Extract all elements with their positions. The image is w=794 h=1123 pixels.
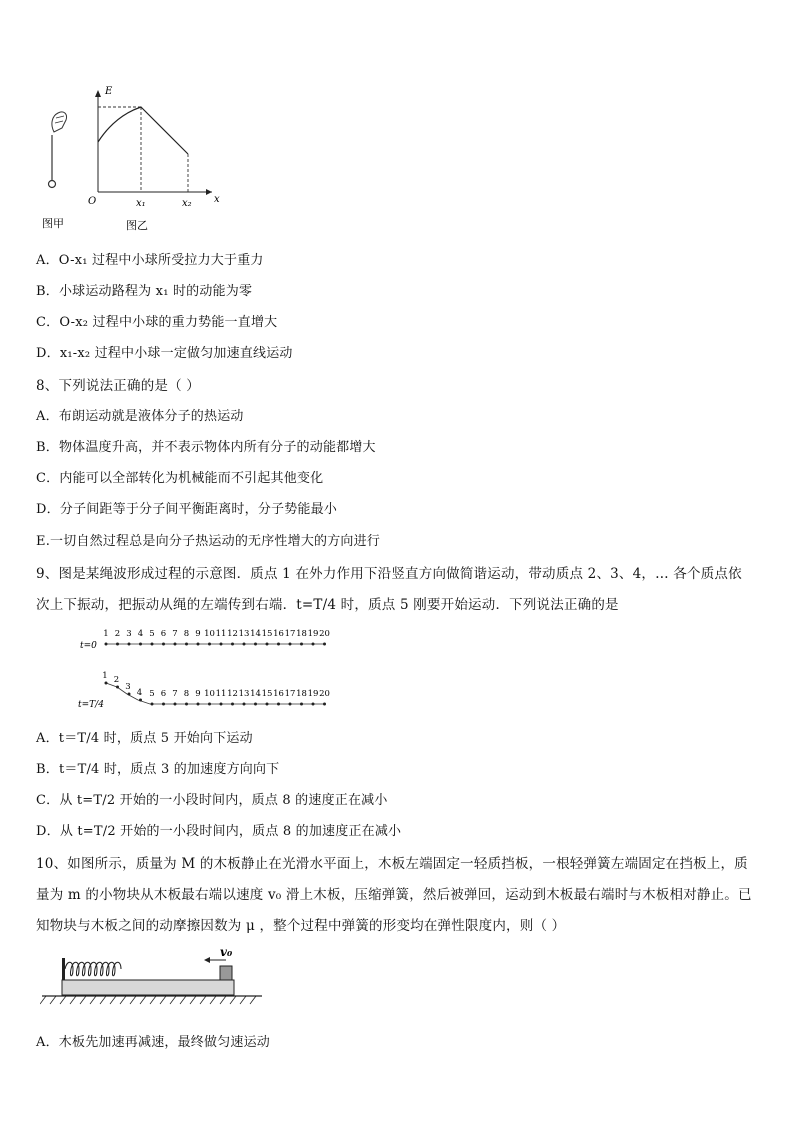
row2-point: [208, 703, 211, 706]
row1-point-number: 14: [250, 629, 261, 639]
row1-point-number: 19: [307, 629, 319, 639]
q9-option-c: C．从 t=T/2 开始的一小段时间内，质点 8 的速度正在减小: [36, 793, 388, 808]
q8-option-d: D．分子间距等于分子间平衡距离时，分子势能最小: [36, 502, 338, 517]
row1-point-number: 15: [261, 629, 273, 639]
row1-point-number: 6: [160, 629, 167, 639]
row1-point: [312, 643, 315, 646]
row2-point: [185, 703, 188, 706]
row1-point: [116, 643, 119, 646]
q9-option-b: B．t＝T/4 时，质点 3 的加速度方向向下: [36, 762, 280, 777]
row1-point-number: 16: [273, 629, 284, 639]
row2-point: [266, 703, 269, 706]
row1-point-number: 2: [114, 629, 121, 639]
row2-point-number: 14: [250, 689, 261, 699]
label-jia: 图甲: [42, 217, 64, 230]
row2-point-number: 8: [183, 689, 190, 699]
row2-point: [312, 703, 315, 706]
row1-point: [266, 643, 269, 646]
row2-point: [174, 703, 177, 706]
row1-point: [185, 643, 188, 646]
row1-point: [277, 643, 280, 646]
row1-point-number: 11: [215, 629, 227, 639]
block: [220, 966, 232, 980]
row1-label: t=0: [80, 641, 97, 651]
row2-point: [162, 703, 165, 706]
q10-stem-line2: 量为 m 的小物块从木板最右端以速度 v₀ 滑上木板，压缩弹簧，然后被弹回，运动到木板最右端时与木板相对静止。已: [36, 887, 752, 903]
row2-point-number: 10: [204, 689, 215, 699]
pendulum-figure: [49, 112, 67, 188]
row2-point-number: 11: [215, 689, 227, 699]
row1-point: [220, 643, 223, 646]
row1-point: [231, 643, 234, 646]
row2-point-number: 19: [307, 689, 319, 699]
q9-option-a: A．t＝T/4 时，质点 5 开始向下运动: [36, 731, 253, 746]
row2-point: [139, 699, 142, 702]
row1-point-number: 17: [284, 629, 296, 639]
row2-point-number: 15: [261, 689, 273, 699]
velocity-label: v₀: [220, 945, 233, 959]
row2-point: [151, 703, 154, 706]
row2-point: [231, 703, 234, 706]
row1-point: [105, 643, 108, 646]
row2-point: [197, 703, 200, 706]
row1-point-number: 10: [204, 629, 215, 639]
row2-point: [300, 703, 303, 706]
axis-e-label: E: [105, 86, 113, 97]
q10-option-a: A．木板先加速再减速，最终做匀速运动: [36, 1035, 270, 1050]
q9-option-d: D．从 t=T/2 开始的一小段时间内，质点 8 的加速度正在减小: [36, 824, 402, 839]
row2-point: [323, 703, 326, 706]
row1-point: [289, 643, 292, 646]
q8-option-a: A．布朗运动就是液体分子的热运动: [36, 409, 244, 424]
row2-point-number: 7: [172, 689, 178, 699]
row1-point: [151, 643, 154, 646]
row2-point: [277, 703, 280, 706]
row1-point-number: 8: [183, 629, 190, 639]
tick-x1: x₁: [136, 198, 146, 209]
row2-point-number: 16: [273, 689, 284, 699]
row2-point: [116, 686, 119, 689]
row2-point: [243, 703, 246, 706]
baffle: [62, 958, 65, 980]
row2-point: [289, 703, 292, 706]
row2-point-number: 2: [113, 675, 120, 685]
row1-point: [254, 643, 257, 646]
figure-9-rope-wave: [78, 622, 338, 714]
row1-point: [128, 643, 131, 646]
row1-point: [197, 643, 200, 646]
figure-7: [36, 80, 236, 235]
q10-stem-line3: 知物块与木板之间的动摩擦因数为 μ ，整个过程中弹簧的形变均在弹性限度内，则（ ）: [36, 918, 566, 934]
row1-point-number: 5: [149, 629, 155, 639]
axis-x-label: x: [214, 194, 220, 205]
row2-point-number: 20: [319, 689, 330, 699]
origin-label: O: [88, 196, 97, 207]
row1-point-number: 3: [126, 629, 132, 639]
row1-point-number: 4: [137, 629, 144, 639]
row2-point: [105, 682, 108, 685]
row1-point-number: 13: [238, 629, 250, 639]
spring: [65, 962, 121, 976]
row2-point-number: 13: [238, 689, 250, 699]
tick-x2: x₂: [182, 198, 192, 209]
q7-option-c: C．O-x₂ 过程中小球的重力势能一直增大: [36, 315, 278, 330]
row2-point: [254, 703, 257, 706]
row2-label: t=T/4: [78, 700, 104, 710]
board: [62, 980, 234, 995]
q7-option-b: B．小球运动路程为 x₁ 时的动能为零: [36, 284, 253, 299]
row2-point: [220, 703, 223, 706]
q7-option-d: D．x₁-x₂ 过程中小球一定做匀加速直线运动: [36, 346, 293, 361]
energy-curve: [98, 107, 188, 154]
row2-point: [128, 693, 131, 696]
q8-option-e: E.一切自然过程总是向分子热运动的无序性增大的方向进行: [36, 534, 381, 549]
row2-point-number: 5: [149, 689, 155, 699]
q8-option-c: C．内能可以全部转化为机械能而不引起其他变化: [36, 471, 324, 486]
row2-point-number: 9: [195, 689, 201, 699]
row2-point-number: 6: [160, 689, 167, 699]
row1-point-number: 20: [319, 629, 330, 639]
row2-point-number: 1: [102, 671, 108, 681]
label-yi: 图乙: [126, 219, 148, 232]
q8-stem: 8、下列说法正确的是（ ）: [36, 378, 200, 394]
q7-option-a: A．O-x₁ 过程中小球所受拉力大于重力: [36, 253, 264, 268]
row1-point: [323, 643, 326, 646]
row1-point: [174, 643, 177, 646]
row1-point-number: 1: [103, 629, 109, 639]
row2-point-number: 17: [284, 689, 296, 699]
row2-point-number: 12: [227, 689, 238, 699]
row1-point-number: 18: [296, 629, 307, 639]
row2-point-number: 18: [296, 689, 307, 699]
q9-stem-line2: 次上下振动，把振动从绳的左端传到右端．t=T/4 时，质点 5 刚要开始运动．下列说法正确的是: [36, 597, 619, 613]
row1-point-number: 12: [227, 629, 238, 639]
row1-point-number: 9: [195, 629, 201, 639]
row1-point-number: 7: [172, 629, 178, 639]
figure-10-board-spring: [40, 944, 265, 1012]
row1-point: [208, 643, 211, 646]
row1-point: [300, 643, 303, 646]
row2-point-number: 3: [125, 682, 131, 692]
row1-point: [162, 643, 165, 646]
row1-point: [243, 643, 246, 646]
row2-point-number: 4: [136, 688, 143, 698]
q10-stem-line1: 10、如图所示，质量为 M 的木板静止在光滑水平面上，木板左端固定一轻质挡板，一根轻弹簧左端固定在挡板上，质: [36, 856, 748, 872]
q9-stem-line1: 9、图是某绳波形成过程的示意图．质点 1 在外力作用下沿竖直方向做简谐运动，带动质点 2、3、4，… 各个质点依: [36, 566, 742, 582]
row1-point: [139, 643, 142, 646]
q8-option-b: B．物体温度升高，并不表示物体内所有分子的动能都增大: [36, 440, 376, 455]
